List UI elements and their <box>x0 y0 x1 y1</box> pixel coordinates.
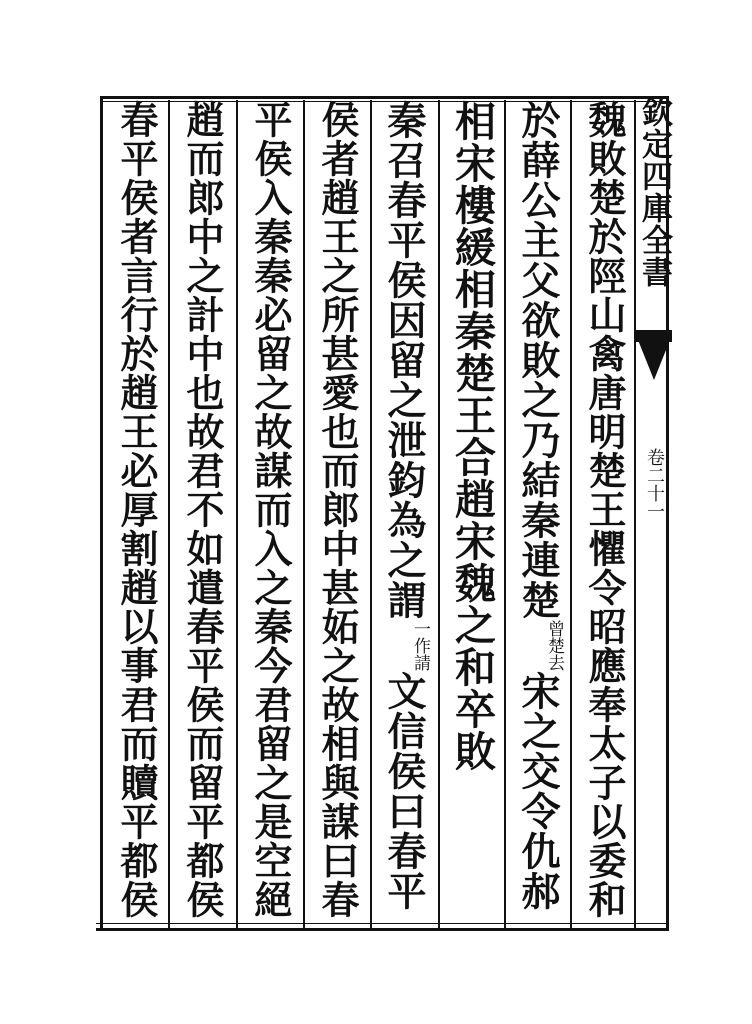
column-divider <box>303 100 305 928</box>
column-divider <box>570 100 572 928</box>
text-column-1: 魏敗楚於陘山禽唐明楚王懼令昭應奉太子以委和 <box>582 100 627 919</box>
text-column-2 <box>512 100 564 911</box>
column-divider <box>370 100 372 928</box>
column-divider <box>236 100 238 928</box>
frame-top-border <box>100 96 666 99</box>
text-column-5: 侯者趙王之所甚愛也而郎中甚妬之故相與謀曰春 <box>315 100 360 919</box>
frame-left-border <box>100 96 103 931</box>
frame-bottom-border <box>96 928 666 931</box>
margin-book-title: 欽定四庫全書 <box>636 96 672 288</box>
annotation-note-right: 曾 <box>544 620 564 637</box>
annotation-note-left: 請 <box>410 654 430 671</box>
fishtail-mark-triangle <box>638 340 670 380</box>
margin-juan-number: 卷二十一 <box>644 448 665 520</box>
column-text: 於薛公主父欲敗之乃結秦連楚 <box>515 100 561 620</box>
text-column-3: 相宋樓緩相秦楚王合趙宋魏之和卒敗 <box>448 100 496 772</box>
column-divider <box>168 100 170 928</box>
frame-bottom-border-thin <box>96 923 666 924</box>
column-divider <box>438 100 440 928</box>
text-column-4 <box>378 100 430 911</box>
text-column-6: 平侯入秦秦必留之故謀而入之秦今君留之是空絕 <box>248 100 293 919</box>
annotation-note-right: 一作 <box>410 620 430 654</box>
text-column-7: 趙而郎中之計中也故君不如遣春平侯而留平都侯 <box>180 100 225 919</box>
column-text: 秦召春平侯因留之泄鈞為之謂 <box>381 100 427 620</box>
column-text: 文信侯曰春平 <box>381 671 427 911</box>
column-divider <box>504 100 506 928</box>
annotation-note-left: 楚去 <box>544 637 564 671</box>
text-column-8: 春平侯者言行於趙王必厚割趙以事君而贖平都侯 <box>114 100 159 919</box>
column-text: 宋之交令仇郝 <box>515 671 561 911</box>
